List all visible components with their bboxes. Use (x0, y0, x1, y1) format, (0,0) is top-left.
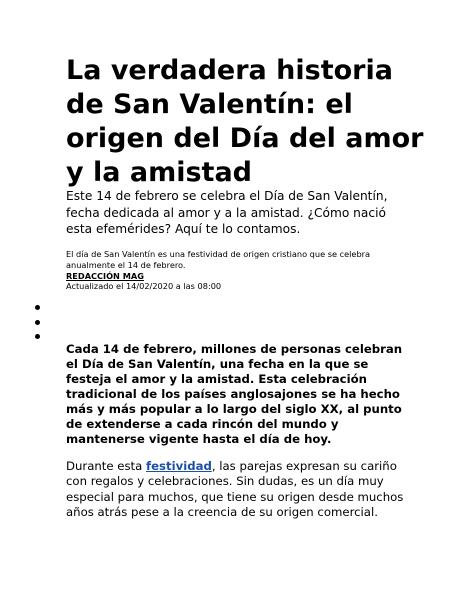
bullet-point (35, 334, 40, 339)
festividad-link[interactable]: festividad (146, 459, 212, 473)
bullet-point (35, 320, 40, 325)
image-caption: El día de San Valentín es una festividad de origen cristiano que se celebra anualmente el 14 de febrero. (66, 249, 371, 270)
article-lead-paragraph: Cada 14 de febrero, millones de personas celebran el Día de San Valentín, una fecha en la que se festeja el amor y la amistad. Esta celebración tradicional de los países anglosajones se ha hecho más y más popular a lo largo del siglo XX, al punto de extenderse a cada rincón del mundo y mantenerse vigente hasta el día de hoy. (66, 342, 403, 446)
bullet-point (35, 305, 40, 310)
body-text-start: Durante esta (66, 459, 147, 473)
body-text-end: , las parejas expresan su cariño con regalos y celebraciones. Sin dudas, es un día muy especial para muchos, que tiene su origen desde muchos años atrás pese a la creencia de su origen comercial. (66, 459, 404, 520)
author-byline[interactable]: REDACCIÓN MAG (66, 271, 144, 281)
article-title: La verdadera historia de San Valentín: el origen del Día del amor y la amistad (66, 55, 424, 188)
updated-date: Actualizado el 14/02/2020 a las 08:00 (66, 281, 222, 291)
article-subtitle: Este 14 de febrero se celebra el Día de San Valentín, fecha dedicada al amor y a la amistad. ¿Cómo nació esta efemérides? Aquí te lo contamos. (66, 189, 388, 237)
article-body-paragraph (66, 459, 411, 521)
